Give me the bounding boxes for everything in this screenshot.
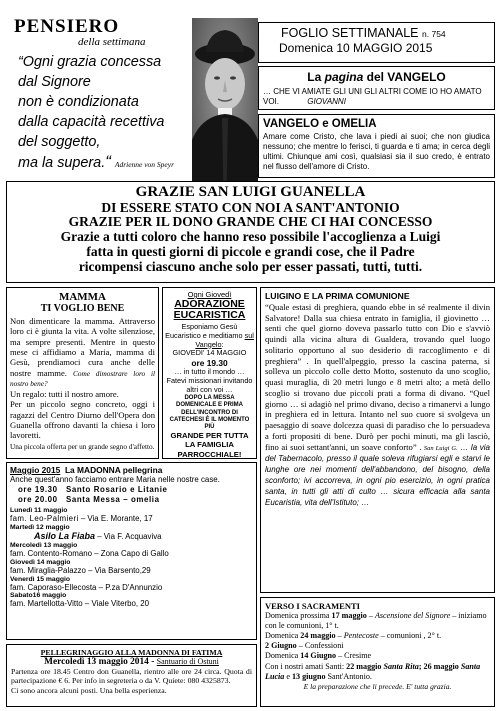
maggio-place: fam. Martellotta-Vitto – Viale Viterbo, 20 [10, 599, 150, 609]
issue-number: n. 754 [422, 29, 446, 39]
maggio-place: fam. Leo-Palmieri – Via E. Morante, 17 [10, 513, 153, 523]
sacramenti-note: E la preparazione che li precede. E' tutta grazia. [303, 681, 452, 691]
maggio-place: fam. Miraglia-Palazzo – Via Barsento,29 [10, 565, 151, 575]
maggio-intro: Anche quest'anno facciamo entrare Maria nelle nostre case. [10, 475, 220, 484]
grazie-line1: GRAZIE SAN LUIGI GUANELLA [135, 184, 366, 200]
mamma-subtitle: TI VOGLIO BENE [40, 303, 125, 314]
adorazione-after: DOPO LA MESSA DOMENICALE E PRIMA DELL'INCONTRO DI CATECHESI È IL MOMENTO PIÙ [169, 395, 250, 431]
adorazione-section [162, 287, 257, 459]
quote-line-last: ma la supera.“ Adrienne von Speyr [18, 152, 175, 171]
luigino-cite: San Luigi G. [423, 444, 458, 452]
pellegrinaggio-title: PELLEGRINAGGIO ALLA MADONNA DI FATIMA [40, 648, 223, 657]
maggio-messa: ore 20.00 Santa Messa – omelia [18, 494, 160, 504]
omelia-text: Amare come Cristo, che lava i piedi ai suoi; che non giudica nessuno; che mentre lo ferisci, ti guarda e ti ama; in cerca degli ultimi. Chiunque ami così, qualsiasi sia il suo credo, è entrato nel flusso dell'amore di Cristo. [263, 132, 490, 171]
omelia-title: VANGELO e OMELIA [263, 118, 377, 130]
vangelo-source: GIOVANNI [307, 96, 346, 106]
adorazione-when: Ogni Giovedì [187, 290, 232, 299]
sacramenti-line: Domenica 14 Giugno – Cresime [265, 651, 372, 661]
maggio-day: Giovedì 14 maggio [10, 558, 71, 566]
adorazione-title2: EUCARISTICA [173, 309, 246, 322]
luigino-section [260, 287, 495, 593]
adorazione-text: Esponiamo Gesù Eucaristico e meditiamo sul Vangelo: [165, 322, 254, 349]
sacramenti-title: VERSO I SACRAMENTI [265, 601, 360, 611]
quote-line: dal Signore [18, 74, 91, 90]
newsletter-title: FOGLIO SETTIMANALE [281, 26, 419, 40]
maggio-place: fam. Contento-Romano – Zona Capo di Gallo [10, 548, 169, 558]
maggio-day: Venerdì 15 maggio [10, 575, 71, 583]
mamma-body: Non dimenticare la mamma. Attraverso loro ci è giunta la vita. A volte silenziose, ma sempre presenti. Mentre in questo mese ci affidiamo a Maria, mamma di Gesù, prendiamoci cura anche delle nostre mamme. Come dimostrare loro il nostro bene? Un regalo: tutti il nostro amore. Per un piccolo segno concreto, oggi i ragazzi del Centro Diurno dell'Opera don Guanella offrono davanti la chiesa i loro lavoretti. Una piccola offerta per un grande segno d'affetto. [10, 316, 156, 451]
adorazione-time: ore 19.30 [191, 358, 228, 369]
quote-line: dalla capacità recettiva [18, 114, 165, 130]
adorazione-after2: GRANDE PER TUTTA LA FAMIGLIA PARROCCHIALE! [170, 431, 249, 459]
mamma-title: MAMMA [58, 291, 107, 303]
vangelo-section [258, 66, 495, 110]
issue-date: Domenica 10 MAGGIO 2015 [279, 41, 433, 55]
pellegrinaggio-section [6, 644, 257, 707]
quote-line: del soggetto, [18, 134, 101, 150]
grazie-line4: Grazie a tutti coloro che hanno reso possibile l'accoglienza a Luigi [60, 229, 441, 245]
vangelo-quote: … CHE VI AMIATE GLI UNI GLI ALTRI COME IO HO AMATO VOI. GIOVANNI [263, 87, 482, 106]
maggio-place: fam. Caporaso-Ellecosta – P.za D'Annunzio [10, 582, 163, 592]
pensiero-quote [18, 52, 192, 175]
maggio-day: Martedì 12 maggio [10, 523, 70, 531]
maggio-place: Asilo La Fiaba – Via F. Acquaviva [34, 530, 162, 541]
grazie-line5: fatta in questi giorni di piccole e grandi cose, che il Padre [86, 244, 415, 260]
grazie-banner [6, 181, 495, 283]
sacramenti-section [260, 597, 495, 707]
newsletter-header [258, 22, 495, 63]
grazie-line2: DI ESSERE STATO CON NOI A SANT'ANTONIO [101, 199, 400, 215]
grazie-line3: GRAZIE PER IL DONO GRANDE CHE CI HAI CONCESSO [68, 214, 433, 230]
omelia-section [258, 114, 495, 178]
pellegrinaggio-date: Mercoledì 13 maggio 2014 - Santuario di Ostuni [44, 657, 219, 667]
pensiero-title: PENSIERO [14, 16, 120, 37]
quote-line: “Ogni grazia concessa [18, 54, 162, 70]
pensiero-subtitle: della settimana [78, 36, 146, 48]
maggio-section [6, 462, 257, 640]
mamma-section [6, 287, 159, 459]
adorazione-date: GIOVEDI' 14 MAGGIO [172, 348, 247, 358]
maggio-day: Lunedì 11 maggio [10, 506, 68, 514]
adorazione-invite: Fatevi missionari invitando altri con voi … [166, 375, 253, 394]
quote-close-mark: “ [105, 152, 111, 171]
sacramenti-line: Domenica prossima 17 maggio – Ascensione del Signore – iniziamo con le comunioni, 1° t. [265, 611, 487, 631]
luigino-body: “Quale estasi di preghiera, quando ebbe in sé realmente il divin Salvatore! Dalla sua chiesa entrato in famiglia, il giovinetto … senti che quel giorno doveva passarlo tutto con Dio e s'avviò quindi alla vicina altura di Gualdera, trovando quel luogo solitario opportuno al suo desiderio di raccoglimento e di preghiera” . In quell'alpeggio, presso la cascina paterna, si solleva un piccolo colle detto Motto, sostenuto da uno scoglio, quasi muraglia, di 20 metri lungo e 8 metri alto; a metà dello scoglio si trovano due piccoli prati a forma di divano. “Quel giorno … si adagiò nel primo divano, deciso a rimanervi a lungo in preghiera ed in lettura. Intanto nel suo cuore si svolgeva un paesaggio di soave dolcezza quasi di paradiso che lo persuadeva a forti propositi di bene. Durò per pochi minuti, ma gli lasciò, fino ai suoi settant'anni, un soave conforto” . San Luigi G. … la via del Tabernacolo, presso il quale soleva rifugiarsi egli e starvi le lunghe ore nei momenti dell'abbandono, del bisogno, della sconforto; ivi accorreva, in ogni pio esercizio, in ogni pratica santa, in tutti gli atti di culto … sicura efficacia alla santa Eucaristia, vita dell'Istituto; … [265, 302, 490, 507]
quote-line: non è condizionata [18, 94, 139, 110]
newsletter-title-line [281, 26, 494, 40]
pellegrinaggio-text: Partenza ore 18.45 Centro don Guanella, rientro alle ore 24 circa. Quota di partecipazione € 6. Per info in segreteria o da V. Quiete: 080 4325873. [11, 667, 252, 686]
luigino-italic: … la via del Tabernacolo, presso il quale soleva rifugiarsi egli e starvi le lunghe ore nei momenti dell'abbandono, del bisogno, della sconforto; ivi accorreva, in ogni pio esercizio, in ogni pratica santa, in tutti gli atti di culto … sicura efficacia alla santa Eucaristia, vita dell'Istituto; … [265, 442, 490, 507]
sacramenti-line: Con i nostri amati Santi: 22 maggio Santa Rita; 26 maggio Santa Lucia e 13 giugno Sant'Antonio. [265, 661, 481, 681]
maggio-title: Maggio 2015 La MADONNA pellegrina [10, 465, 163, 475]
maggio-day: Mercoledì 13 maggio [10, 541, 78, 549]
vangelo-title: La pagina del VANGELO [307, 70, 446, 84]
grazie-line6: ricompensi ciascuno anche solo per esser passati, tutti, tutti. [78, 258, 423, 274]
sacramenti-line: Domenica 24 maggio – Pentecoste – comunioni , 2° t. [265, 631, 442, 641]
adorazione-title1: ADORAZIONE [174, 298, 245, 310]
sacramenti-body [265, 611, 490, 691]
adorazione-cont: … in tutto il mondo … [174, 367, 245, 377]
pellegrinaggio-note: Ci sono ancora alcuni posti. Una bella esperienza. [11, 685, 167, 695]
quote-author: Adrienne von Speyr [114, 160, 175, 169]
maggio-rosario: ore 19.30 Santo Rosario e Litanie [18, 484, 168, 494]
sacramenti-line: 2 Giugno – Confessioni [265, 641, 344, 651]
maggio-day: Sabato16 maggio [10, 592, 67, 600]
luigino-title: LUIGINO E LA PRIMA COMUNIONE [265, 291, 410, 301]
